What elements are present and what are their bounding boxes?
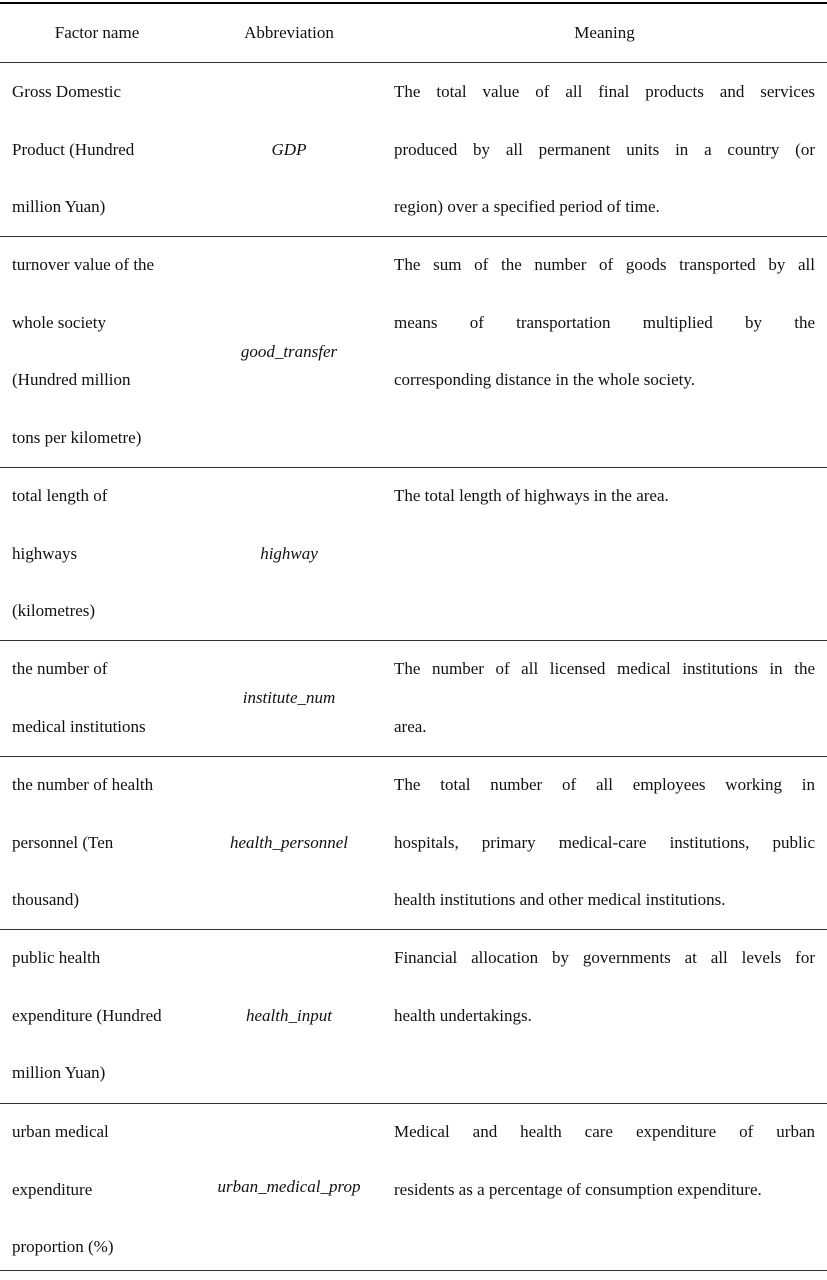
abbreviation-cell: GDP bbox=[271, 140, 307, 159]
meaning-line: means of transportation multiplied by the bbox=[394, 312, 815, 332]
factor-name-line: proportion (%) bbox=[12, 1237, 114, 1256]
factor-name-line: the number of bbox=[12, 659, 108, 678]
factor-name-cell bbox=[12, 467, 192, 640]
header-meaning: Meaning bbox=[574, 23, 635, 42]
factor-name-line: tons per kilometre) bbox=[12, 427, 142, 447]
abbreviation-cell: health_input bbox=[246, 1006, 332, 1025]
factor-name-line: whole society bbox=[12, 312, 106, 332]
meaning-line: The total value of all final products and services bbox=[394, 82, 815, 101]
factor-name-cell bbox=[12, 236, 192, 466]
factor-name-line: (Hundred million bbox=[12, 370, 131, 389]
header-abbreviation: Abbreviation bbox=[244, 23, 334, 42]
factor-name-cell bbox=[12, 640, 192, 755]
meaning-cell bbox=[394, 236, 815, 409]
meaning-line: The number of all licensed medical institutions in the bbox=[394, 659, 815, 678]
meaning-line: The sum of the number of goods transported by all bbox=[394, 255, 815, 274]
factor-name-line: highways bbox=[12, 543, 78, 563]
factor-name-line: million Yuan) bbox=[12, 197, 106, 216]
table-row bbox=[0, 756, 827, 929]
abbreviation-cell: institute_num bbox=[242, 688, 336, 707]
meaning-cell bbox=[394, 929, 815, 1044]
meaning-cell bbox=[394, 1103, 815, 1218]
factor-name-line: personnel (Ten bbox=[12, 832, 114, 852]
meaning-cell bbox=[394, 640, 815, 755]
factor-name-cell bbox=[12, 756, 192, 929]
meaning-line: Financial allocation by governments at all levels for bbox=[394, 948, 815, 967]
factor-name-cell bbox=[12, 63, 192, 236]
factor-name-line: total length of bbox=[12, 486, 108, 505]
row-divider bbox=[0, 1270, 827, 1271]
factor-name-line: public health bbox=[12, 948, 101, 967]
meaning-line: produced by all permanent units in a country (or bbox=[394, 139, 815, 159]
abbreviation-cell: urban_medical_prop bbox=[217, 1177, 361, 1196]
meaning-line: The total length of highways in the area. bbox=[394, 486, 669, 505]
table-row bbox=[0, 929, 827, 1103]
meaning-line: health institutions and other medical institutions. bbox=[394, 890, 726, 909]
factor-name-line: thousand) bbox=[12, 890, 80, 909]
abbreviation-cell: health_personnel bbox=[229, 833, 349, 852]
factor-name-line: Gross Domestic bbox=[12, 82, 122, 101]
abbreviation-cell: good_transfer bbox=[240, 342, 338, 361]
meaning-line: health undertakings. bbox=[394, 1005, 532, 1025]
factor-name-line: (kilometres) bbox=[12, 601, 96, 620]
table-row bbox=[0, 236, 827, 467]
factor-name-line: urban medical bbox=[12, 1122, 109, 1141]
factor-name-cell bbox=[12, 1103, 192, 1276]
factor-name-line: expenditure bbox=[12, 1179, 93, 1199]
meaning-cell bbox=[394, 63, 815, 236]
meaning-line: residents as a percentage of consumption expenditure. bbox=[394, 1179, 762, 1199]
abbreviation-cell: highway bbox=[260, 544, 318, 563]
meaning-cell bbox=[394, 467, 815, 525]
meaning-line: corresponding distance in the whole society. bbox=[394, 370, 696, 389]
factor-name-line: turnover value of the bbox=[12, 255, 155, 274]
meaning-line: Medical and health care expenditure of urban bbox=[394, 1122, 815, 1141]
factor-name-line: expenditure (Hundred bbox=[12, 1005, 162, 1025]
factor-name-line: million Yuan) bbox=[12, 1063, 106, 1082]
table-row bbox=[0, 640, 827, 756]
meaning-cell bbox=[394, 756, 815, 929]
meaning-line: The total number of all employees working in bbox=[394, 775, 815, 794]
meaning-line: hospitals, primary medical-care institutions, public bbox=[394, 832, 815, 852]
meaning-line: area. bbox=[394, 716, 427, 736]
table-row bbox=[0, 1103, 827, 1270]
factor-name-line: Product (Hundred bbox=[12, 139, 135, 159]
factor-name-line: the number of health bbox=[12, 775, 154, 794]
table-row bbox=[0, 467, 827, 640]
meaning-line: region) over a specified period of time. bbox=[394, 197, 660, 216]
factor-name-line: medical institutions bbox=[12, 716, 146, 736]
header-factor-name: Factor name bbox=[54, 23, 140, 42]
table-row bbox=[0, 63, 827, 236]
factor-name-cell bbox=[12, 929, 192, 1102]
